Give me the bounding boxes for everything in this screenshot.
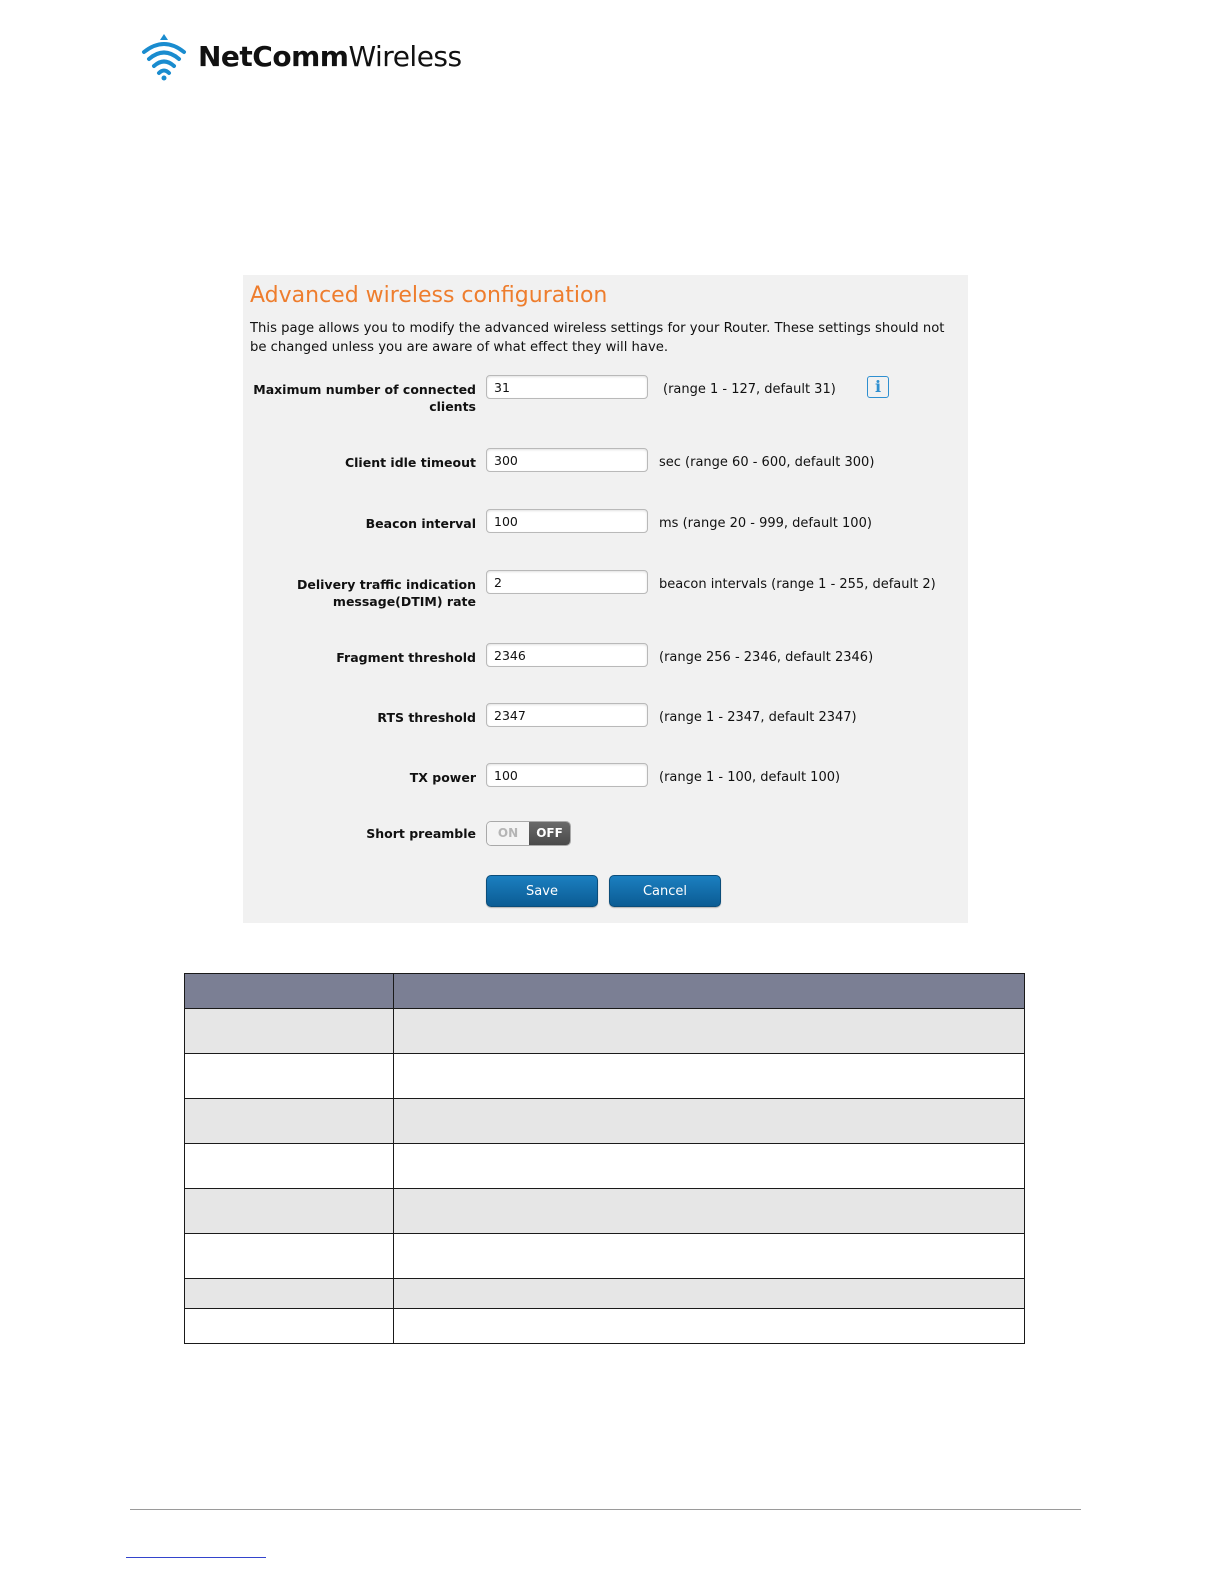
table-row xyxy=(185,1279,1025,1309)
brand-light: Wireless xyxy=(348,40,462,73)
dtim-rate-label: Delivery traffic indication message(DTIM) rate xyxy=(297,577,476,609)
short-preamble-toggle[interactable] xyxy=(486,821,571,846)
max-clients-hint: (range 1 - 127, default 31) xyxy=(663,382,836,397)
table-row xyxy=(185,1009,1025,1054)
table-header-cell xyxy=(394,974,1025,1009)
table-header-row xyxy=(185,974,1025,1009)
fragment-threshold-label: Fragment threshold xyxy=(336,650,476,665)
table-cell xyxy=(394,1234,1025,1279)
table-cell xyxy=(394,1279,1025,1309)
brand-bold: NetComm xyxy=(198,40,349,73)
table-cell xyxy=(185,1099,394,1144)
table-row xyxy=(185,1309,1025,1344)
tx-power-hint: (range 1 - 100, default 100) xyxy=(659,770,841,785)
fragment-threshold-input[interactable] xyxy=(486,643,648,667)
beacon-interval-input[interactable] xyxy=(486,509,648,533)
table-cell xyxy=(185,1279,394,1309)
info-icon[interactable]: i xyxy=(867,376,889,398)
brand-name xyxy=(198,32,462,82)
tx-power-input[interactable] xyxy=(486,763,648,787)
table-header-cell xyxy=(185,974,394,1009)
table-cell xyxy=(394,1099,1025,1144)
netcomm-logo xyxy=(138,32,462,82)
table-row xyxy=(185,1189,1025,1234)
table-cell xyxy=(394,1144,1025,1189)
save-button[interactable]: Save xyxy=(486,875,598,907)
fragment-threshold-hint: (range 256 - 2346, default 2346) xyxy=(659,650,874,665)
max-clients-label: Maximum number of connected clients xyxy=(253,382,476,414)
client-idle-timeout-hint: sec (range 60 - 600, default 300) xyxy=(659,455,875,470)
advanced-wireless-panel xyxy=(243,275,968,923)
dtim-rate-hint: beacon intervals (range 1 - 255, default 2) xyxy=(659,577,936,592)
wifi-logo-icon xyxy=(138,32,190,82)
table-cell xyxy=(185,1054,394,1099)
table-cell xyxy=(394,1309,1025,1344)
footer-divider xyxy=(130,1509,1081,1510)
table-cell xyxy=(394,1054,1025,1099)
cancel-button[interactable]: Cancel xyxy=(609,875,721,907)
table-row xyxy=(185,1054,1025,1099)
beacon-interval-hint: ms (range 20 - 999, default 100) xyxy=(659,516,872,531)
max-clients-input[interactable] xyxy=(486,375,648,399)
footer-link-underline[interactable] xyxy=(126,1557,266,1558)
table-cell xyxy=(394,1189,1025,1234)
table-cell xyxy=(185,1189,394,1234)
page-description: This page allows you to modify the advanced wireless settings for your Router. These settings should not be changed unless you are aware of what effect they will have. xyxy=(250,321,945,355)
settings-table xyxy=(184,973,1025,1344)
client-idle-timeout-input[interactable] xyxy=(486,448,648,472)
table-cell xyxy=(185,1234,394,1279)
short-preamble-label: Short preamble xyxy=(366,826,476,841)
table-cell xyxy=(185,1144,394,1189)
table-cell xyxy=(394,1009,1025,1054)
dtim-rate-input[interactable] xyxy=(486,570,648,594)
toggle-on-option[interactable]: ON xyxy=(487,822,529,845)
table-row xyxy=(185,1234,1025,1279)
page-title: Advanced wireless configuration xyxy=(250,283,608,308)
tx-power-label: TX power xyxy=(409,770,476,785)
beacon-interval-label: Beacon interval xyxy=(365,516,476,531)
table-cell xyxy=(185,1009,394,1054)
rts-threshold-input[interactable] xyxy=(486,703,648,727)
rts-threshold-hint: (range 1 - 2347, default 2347) xyxy=(659,710,857,725)
toggle-off-option[interactable]: OFF xyxy=(529,822,570,845)
client-idle-timeout-label: Client idle timeout xyxy=(344,455,476,470)
table-row xyxy=(185,1099,1025,1144)
rts-threshold-label: RTS threshold xyxy=(377,710,476,725)
table-row xyxy=(185,1144,1025,1189)
table-cell xyxy=(185,1309,394,1344)
